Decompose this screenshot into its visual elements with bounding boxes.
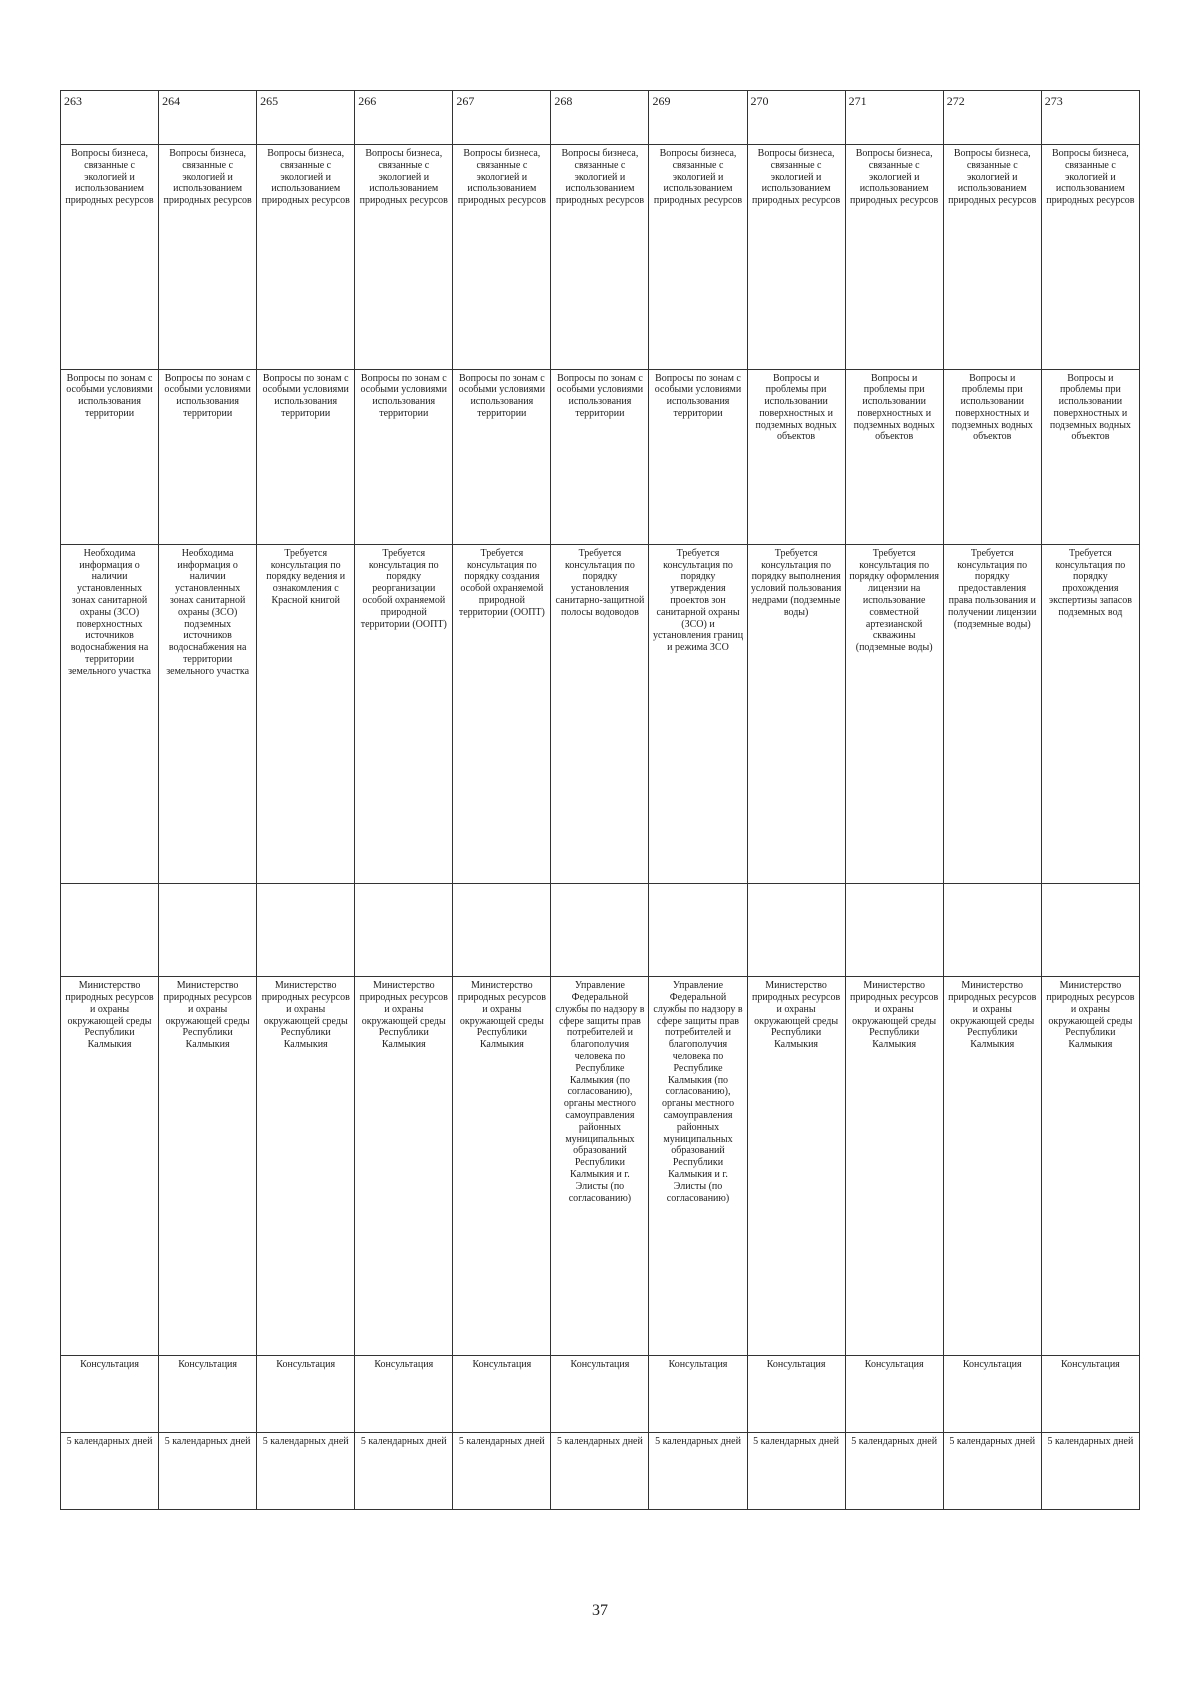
row-number-cell: 273 xyxy=(1041,91,1139,145)
row-consultation-cell: Требуется консультация по порядку предоставления права пользования и получении лицензии (подземные воды) xyxy=(943,544,1041,883)
row-empty-cell xyxy=(551,883,649,976)
row-topic-cell: Вопросы и проблемы при использовании поверхностных и подземных водных объектов xyxy=(943,369,1041,544)
row-term-cell: 5 календарных дней xyxy=(845,1432,943,1509)
row-number-cell: 271 xyxy=(845,91,943,145)
row-number-cell: 264 xyxy=(159,91,257,145)
row-form-cell: Консультация xyxy=(61,1355,159,1432)
row-organization-cell: Министерство природных ресурсов и охраны окружающей среды Республики Калмыкия xyxy=(355,977,453,1356)
row-consultation-cell: Требуется консультация по порядку создания особой охраняемой природной территории (ООПТ) xyxy=(453,544,551,883)
row-organization-cell: Министерство природных ресурсов и охраны окружающей среды Республики Калмыкия xyxy=(747,977,845,1356)
row-number-cell: 265 xyxy=(257,91,355,145)
row-topic-cell: Вопросы и проблемы при использовании поверхностных и подземных водных объектов xyxy=(747,369,845,544)
row-number-cell: 263 xyxy=(61,91,159,145)
row-term-cell: 5 календарных дней xyxy=(649,1432,747,1509)
row-subject-cell: Вопросы бизнеса, связанные с экологией и использованием природных ресурсов xyxy=(453,145,551,369)
row-empty-cell xyxy=(1041,883,1139,976)
row-form-cell: Консультация xyxy=(551,1355,649,1432)
row-consultation-cell: Требуется консультация по порядку реорганизации особой охраняемой природной территории (ООПТ) xyxy=(355,544,453,883)
table-row-topics xyxy=(61,369,1140,544)
row-term-cell: 5 календарных дней xyxy=(1041,1432,1139,1509)
row-form-cell: Консультация xyxy=(159,1355,257,1432)
row-term-cell: 5 календарных дней xyxy=(453,1432,551,1509)
row-form-cell: Консультация xyxy=(355,1355,453,1432)
row-subject-cell: Вопросы бизнеса, связанные с экологией и использованием природных ресурсов xyxy=(943,145,1041,369)
row-topic-cell: Вопросы по зонам с особыми условиями использования территории xyxy=(355,369,453,544)
row-term-cell: 5 календарных дней xyxy=(159,1432,257,1509)
row-consultation-cell: Требуется консультация по порядку оформления лицензии на использование совместной артезианской скважины (подземные воды) xyxy=(845,544,943,883)
row-term-cell: 5 календарных дней xyxy=(943,1432,1041,1509)
row-empty-cell xyxy=(453,883,551,976)
row-term-cell: 5 календарных дней xyxy=(355,1432,453,1509)
row-number-cell: 272 xyxy=(943,91,1041,145)
row-form-cell: Консультация xyxy=(453,1355,551,1432)
row-organization-cell: Управление Федеральной службы по надзору в сфере защиты прав потребителей и благополучия человека по Республике Калмыкия (по согласованию), органы местного самоуправления районных муниципальных образований Республики Калмыкия и г. Элисты (по согласованию) xyxy=(649,977,747,1356)
row-subject-cell: Вопросы бизнеса, связанные с экологией и использованием природных ресурсов xyxy=(845,145,943,369)
row-subject-cell: Вопросы бизнеса, связанные с экологией и использованием природных ресурсов xyxy=(159,145,257,369)
row-topic-cell: Вопросы и проблемы при использовании поверхностных и подземных водных объектов xyxy=(845,369,943,544)
row-term-cell: 5 календарных дней xyxy=(257,1432,355,1509)
page-number: 37 xyxy=(592,1602,608,1619)
table-row-forms xyxy=(61,1355,1140,1432)
row-form-cell: Консультация xyxy=(943,1355,1041,1432)
row-organization-cell: Министерство природных ресурсов и охраны окружающей среды Республики Калмыкия xyxy=(257,977,355,1356)
row-empty-cell xyxy=(159,883,257,976)
row-form-cell: Консультация xyxy=(1041,1355,1139,1432)
row-consultation-cell: Требуется консультация по порядку установления санитарно-защитной полосы водоводов xyxy=(551,544,649,883)
row-organization-cell: Министерство природных ресурсов и охраны окружающей среды Республики Калмыкия xyxy=(943,977,1041,1356)
row-topic-cell: Вопросы по зонам с особыми условиями использования территории xyxy=(159,369,257,544)
row-empty-cell xyxy=(649,883,747,976)
row-consultation-cell: Требуется консультация по порядку ведения и ознакомления с Красной книгой xyxy=(257,544,355,883)
row-topic-cell: Вопросы по зонам с особыми условиями использования территории xyxy=(551,369,649,544)
row-topic-cell: Вопросы и проблемы при использовании поверхностных и подземных водных объектов xyxy=(1041,369,1139,544)
row-number-cell: 269 xyxy=(649,91,747,145)
row-consultation-cell: Необходима информация о наличии установленных зонах санитарной охраны (ЗСО) поверхностных источников водоснабжения на территории земельного участка xyxy=(61,544,159,883)
row-subject-cell: Вопросы бизнеса, связанные с экологией и использованием природных ресурсов xyxy=(1041,145,1139,369)
table-row-numbers xyxy=(61,91,1140,145)
row-number-cell: 270 xyxy=(747,91,845,145)
row-topic-cell: Вопросы по зонам с особыми условиями использования территории xyxy=(257,369,355,544)
row-form-cell: Консультация xyxy=(747,1355,845,1432)
row-organization-cell: Министерство природных ресурсов и охраны окружающей среды Республики Калмыкия xyxy=(1041,977,1139,1356)
row-empty-cell xyxy=(747,883,845,976)
row-topic-cell: Вопросы по зонам с особыми условиями использования территории xyxy=(649,369,747,544)
row-empty-cell xyxy=(943,883,1041,976)
row-subject-cell: Вопросы бизнеса, связанные с экологией и использованием природных ресурсов xyxy=(355,145,453,369)
row-subject-cell: Вопросы бизнеса, связанные с экологией и использованием природных ресурсов xyxy=(551,145,649,369)
row-number-cell: 267 xyxy=(453,91,551,145)
row-form-cell: Консультация xyxy=(649,1355,747,1432)
row-empty-cell xyxy=(61,883,159,976)
table-row-organizations xyxy=(61,977,1140,1356)
row-subject-cell: Вопросы бизнеса, связанные с экологией и использованием природных ресурсов xyxy=(747,145,845,369)
row-form-cell: Консультация xyxy=(257,1355,355,1432)
table-row-consultations xyxy=(61,544,1140,883)
row-term-cell: 5 календарных дней xyxy=(551,1432,649,1509)
row-topic-cell: Вопросы по зонам с особыми условиями использования территории xyxy=(453,369,551,544)
row-subject-cell: Вопросы бизнеса, связанные с экологией и использованием природных ресурсов xyxy=(257,145,355,369)
row-form-cell: Консультация xyxy=(845,1355,943,1432)
row-consultation-cell: Требуется консультация по порядку выполнения условий пользования недрами (подземные воды) xyxy=(747,544,845,883)
row-topic-cell: Вопросы по зонам с особыми условиями использования территории xyxy=(61,369,159,544)
row-subject-cell: Вопросы бизнеса, связанные с экологией и использованием природных ресурсов xyxy=(61,145,159,369)
row-number-cell: 266 xyxy=(355,91,453,145)
row-number-cell: 268 xyxy=(551,91,649,145)
row-organization-cell: Министерство природных ресурсов и охраны окружающей среды Республики Калмыкия xyxy=(453,977,551,1356)
row-empty-cell xyxy=(257,883,355,976)
row-term-cell: 5 календарных дней xyxy=(61,1432,159,1509)
row-consultation-cell: Необходима информация о наличии установленных зонах санитарной охраны (ЗСО) подземных источников водоснабжения на территории земельного участка xyxy=(159,544,257,883)
row-empty-cell xyxy=(845,883,943,976)
row-organization-cell: Министерство природных ресурсов и охраны окружающей среды Республики Калмыкия xyxy=(845,977,943,1356)
table-row-empty xyxy=(61,883,1140,976)
row-organization-cell: Министерство природных ресурсов и охраны окружающей среды Республики Калмыкия xyxy=(61,977,159,1356)
row-consultation-cell: Требуется консультация по порядку прохождения экспертизы запасов подземных вод xyxy=(1041,544,1139,883)
table-row-subjects xyxy=(61,145,1140,369)
row-organization-cell: Управление Федеральной службы по надзору в сфере защиты прав потребителей и благополучия человека по Республике Калмыкия (по согласованию), органы местного самоуправления районных муниципальных образований Республики Калмыкия и г. Элисты (по согласованию) xyxy=(551,977,649,1356)
row-term-cell: 5 календарных дней xyxy=(747,1432,845,1509)
row-subject-cell: Вопросы бизнеса, связанные с экологией и использованием природных ресурсов xyxy=(649,145,747,369)
row-empty-cell xyxy=(355,883,453,976)
row-consultation-cell: Требуется консультация по порядку утверждения проектов зон санитарной охраны (ЗСО) и установления границ и режима ЗСО xyxy=(649,544,747,883)
table-row-terms xyxy=(61,1432,1140,1509)
services-table xyxy=(60,90,1140,1510)
row-organization-cell: Министерство природных ресурсов и охраны окружающей среды Республики Калмыкия xyxy=(159,977,257,1356)
